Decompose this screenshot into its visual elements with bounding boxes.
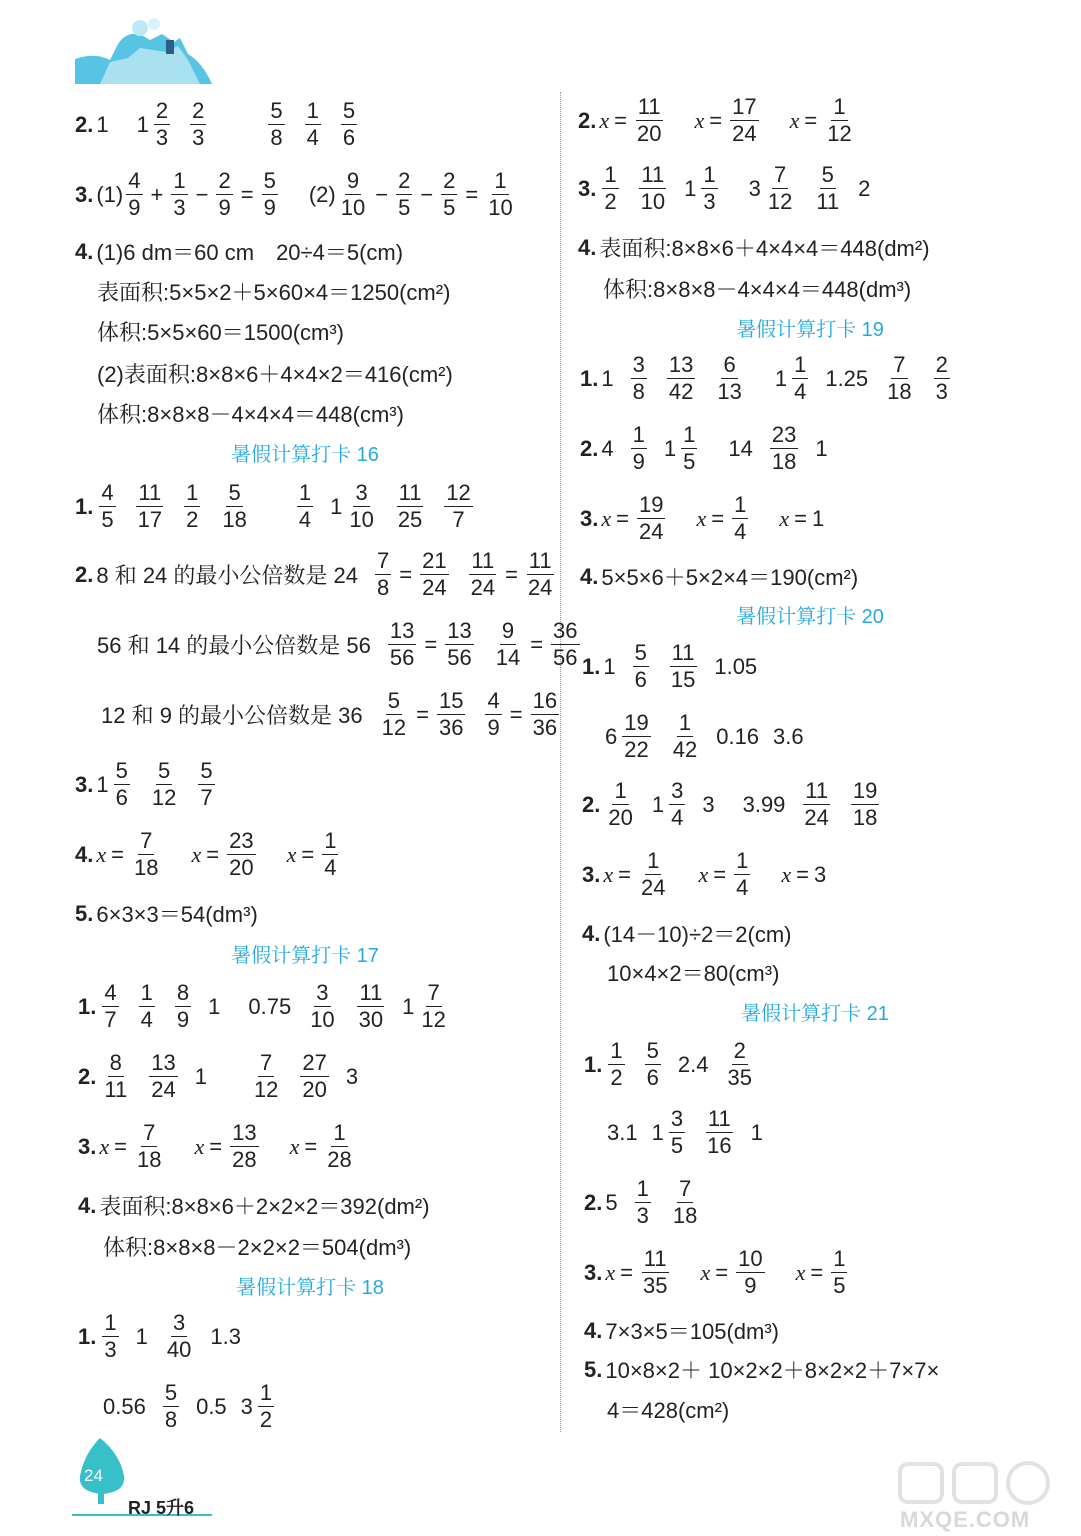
section-title: 暑假计算打卡 19	[736, 319, 884, 341]
answer-row: 5. 10×8×2＋ 10×2×2＋8×2×2＋7×7×	[584, 1354, 939, 1385]
answer-row: 4. 表面积: 8×8×6＋2×2×2＝392(dm²)	[78, 1190, 430, 1221]
answer-text: 5×5×2＋5×60×4＝1250(cm²)	[169, 280, 451, 305]
label-text: 体积:	[103, 1235, 154, 1260]
answer-row: 1. $\frac{1}{2}$ $\frac{5}{6}$ 2.4 $\frac{2}{35}$	[584, 1038, 752, 1090]
answer-row: 1. $\frac{4}{5}$ $\frac{11}{17}$ $\frac{1}{2}$ $\frac{5}{18}$ $\frac{1}{4}$ 1 $\frac{3}{10}$ $\frac{11}{25}$ $\frac{12}{7}$	[75, 480, 471, 532]
label-text: 体积:	[603, 277, 654, 302]
section-title: 暑假计算打卡 20	[736, 606, 884, 628]
answer-text: 10×8×2＋ 10×2×2＋8×2×2＋7×7×	[605, 1358, 940, 1383]
answer-text: 7×3×5＝105(dm³)	[605, 1319, 780, 1344]
section-title: 暑假计算打卡 18	[236, 1277, 384, 1299]
watermark-text: MXQE.COM	[900, 1507, 1031, 1532]
header-logo-icon	[70, 14, 215, 86]
label-text: 体积:	[97, 402, 148, 427]
answer-row: 1. 1 $\frac{5}{6}$ $\frac{11}{15}$ 1.05	[582, 640, 758, 692]
answer-text: 12 和 9 的最小公倍数是 36	[101, 703, 363, 728]
label-text: 表面积:	[97, 280, 170, 305]
answer-row: 2. 4 $\frac{1}{9}$ 1 $\frac{1}{5}$ 14 $\frac{23}{18}$ 1	[580, 422, 828, 474]
answer-row: 3.1 1 $\frac{3}{5}$ $\frac{11}{16}$ 1	[607, 1106, 763, 1158]
answer-row	[103, 1231, 411, 1262]
answer-row: 1. $\frac{4}{7}$ $\frac{1}{4}$ $\frac{8}{9}$ 1 0.75 $\frac{3}{10}$ $\frac{11}{30}$ 1 $\frac{7}{12}$	[78, 980, 446, 1032]
page-footer	[72, 1436, 222, 1520]
answer-text: 5×5×6＋5×2×4＝190(cm²)	[601, 565, 859, 590]
answer-text: 8 和 24 的最小公倍数是 24	[96, 563, 358, 588]
section-title: 暑假计算打卡 21	[741, 1003, 889, 1025]
answer-row: 6 $\frac{19}{22}$ $\frac{1}{42}$ 0.16 3.6	[605, 710, 804, 762]
answer-text: 6×3×3＝54(dm³)	[96, 902, 258, 927]
label-text: 体积:	[97, 320, 148, 345]
answer-row	[97, 358, 453, 389]
answer-text: 5×5×60＝1500(cm³)	[147, 320, 345, 345]
answer-row	[97, 316, 344, 347]
answer-text: 56 和 14 的最小公倍数是 56	[97, 633, 371, 658]
answer-row: 3. x = $\frac{19}{24}$ x = $\frac{1}{4}$ x = 1	[580, 492, 825, 544]
page-number: 24	[84, 1466, 103, 1485]
answer-row	[603, 273, 911, 304]
answer-row: 4. 5×5×6＋5×2×4＝190(cm²)	[580, 561, 858, 592]
answer-row: 12 和 9 的最小公倍数是 36 $\frac{5}{12}$ = $\frac{15}{36}$ $\frac{4}{9}$ = $\frac{16}{36}$	[101, 688, 558, 740]
answer-row: 2. 5 $\frac{1}{3}$ $\frac{7}{18}$	[584, 1176, 698, 1228]
answer-row: 0.56 $\frac{5}{8}$ 0.5 3 $\frac{1}{2}$	[103, 1380, 273, 1432]
answer-row	[607, 1394, 729, 1425]
answer-text: 4＝428(cm²)	[607, 1398, 730, 1423]
answer-text: 8×8×8－2×2×2＝504(dm³)	[153, 1235, 412, 1260]
answer-text: 10×4×2＝80(cm³)	[607, 961, 780, 986]
answer-row: 4. 7×3×5＝105(dm³)	[584, 1315, 779, 1346]
answer-text: 8×8×8－4×4×4＝448(cm³)	[147, 402, 404, 427]
answer-row: 2. $\frac{8}{11}$ $\frac{13}{24}$ 1 $\frac{7}{12}$ $\frac{27}{20}$ 3	[78, 1050, 359, 1102]
answer-text: (14－10)÷2＝2(cm)	[603, 922, 792, 947]
answer-row: 1. 1 $\frac{3}{8}$ $\frac{13}{42}$ $\frac{6}{13}$ 1 $\frac{1}{4}$ 1.25 $\frac{7}{18}$ $\frac{2}{3}$	[580, 352, 948, 404]
answer-text: 8×8×6＋4×4×2＝416(cm²)	[196, 362, 453, 387]
answer-text: 8×8×6＋2×2×2＝392(dm²)	[171, 1194, 430, 1219]
answer-row: 2. 8 和 24 的最小公倍数是 24 $\frac{7}{8}$ = $\frac{21}{24}$ $\frac{11}{24}$ = $\frac{11}{24}$	[75, 548, 553, 600]
answer-row: 56 和 14 的最小公倍数是 56 $\frac{13}{56}$ = $\frac{13}{56}$ $\frac{9}{14}$ = $\frac{36}{56}$	[97, 618, 578, 670]
column-divider	[560, 92, 561, 1432]
edition-label: RJ 5升6	[128, 1498, 195, 1518]
answer-row: 1. $\frac{1}{3}$ 1 $\frac{3}{40}$ 1.3	[78, 1310, 241, 1362]
answer-row	[97, 398, 404, 429]
answer-row: 3. $\frac{1}{2}$ $\frac{11}{10}$ 1 $\frac{1}{3}$ 3 $\frac{7}{12}$ $\frac{5}{11}$ 2	[578, 162, 871, 214]
answer-row: 2. x = $\frac{11}{20}$ x = $\frac{17}{24}$ x = $\frac{1}{12}$	[578, 94, 852, 146]
answer-row: 4. (14－10)÷2＝2(cm)	[582, 918, 791, 949]
answer-text: 8×8×6＋4×4×4＝448(dm²)	[671, 236, 930, 261]
section-title: 暑假计算打卡 17	[231, 945, 379, 967]
answer-row: 3. x = $\frac{7}{18}$ x = $\frac{13}{28}$ x = $\frac{1}{28}$	[78, 1120, 352, 1172]
answer-row: 3. 1 $\frac{5}{6}$ $\frac{5}{12}$ $\frac{5}{7}$	[75, 758, 213, 810]
label-text: 表面积:	[599, 236, 672, 261]
answer-row: 5. 6×3×3＝54(dm³)	[75, 898, 258, 929]
answer-text: 8×8×8－4×4×4＝448(dm³)	[653, 277, 912, 302]
answer-row: 4. x = $\frac{7}{18}$ x = $\frac{23}{20}$ x = $\frac{1}{4}$	[75, 828, 337, 880]
answer-text: (1)6 dm＝60 cm 20÷4＝5(cm)	[96, 240, 404, 265]
label-text: (2)表面积:	[97, 362, 197, 387]
answer-row: 4. (1)6 dm＝60 cm 20÷4＝5(cm)	[75, 236, 403, 267]
label-text: 表面积:	[99, 1194, 172, 1219]
answer-row: 2. 1 1 $\frac{2}{3}$ $\frac{2}{3}$ $\frac{5}{8}$ $\frac{1}{4}$ $\frac{5}{6}$	[75, 98, 356, 150]
section-title: 暑假计算打卡 16	[231, 444, 379, 466]
answer-row: 2. $\frac{1}{20}$ 1 $\frac{3}{4}$ 3 3.99 $\frac{11}{24}$ $\frac{19}{18}$	[582, 778, 878, 830]
answer-row: 4. 表面积: 8×8×6＋4×4×4＝448(dm²)	[578, 232, 930, 263]
answer-row: 3. x = $\frac{1}{24}$ x = $\frac{1}{4}$ x = 3	[582, 848, 827, 900]
answer-row	[97, 276, 450, 307]
answer-row: 3. (1) $\frac{4}{9}$ + $\frac{1}{3}$ − $\frac{2}{9}$ = $\frac{5}{9}$ (2) $\frac{9}{10}$ − $\frac{2}{5}$ − $\frac{2}{5}$ = $\frac{1}{10}$	[75, 168, 513, 220]
answer-row: 3. x = $\frac{11}{35}$ x = $\frac{10}{9}$ x = $\frac{1}{5}$	[584, 1246, 846, 1298]
answer-row	[607, 957, 779, 988]
